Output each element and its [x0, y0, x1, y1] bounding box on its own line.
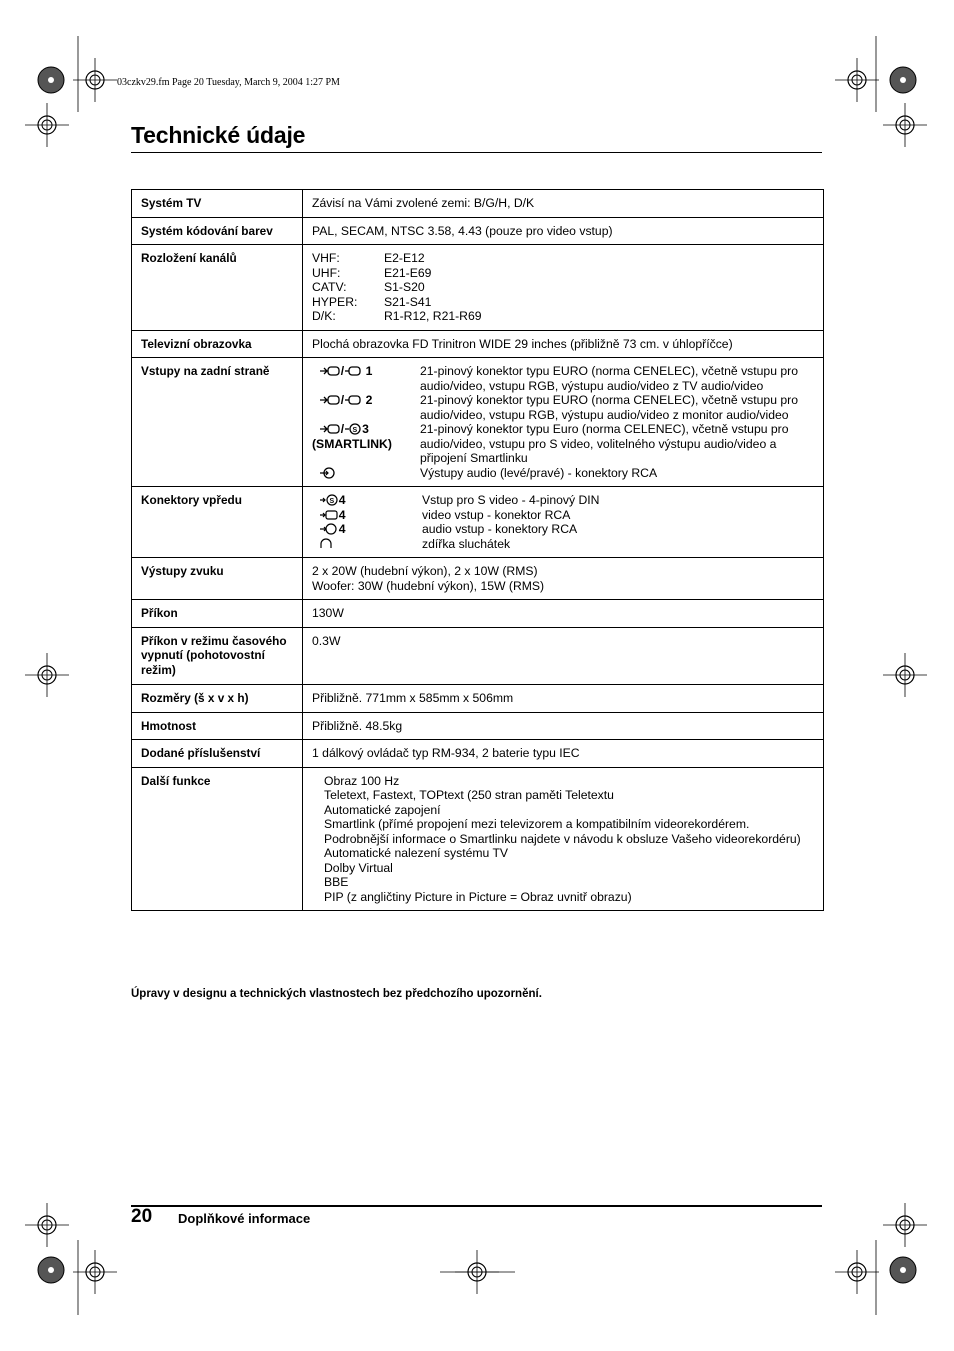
row-label: Vstupy na zadní straně	[132, 358, 303, 487]
svg-text:S: S	[329, 498, 334, 505]
table-row	[132, 330, 824, 358]
row-value: Závisí na Vámi zvolené zemi: B/G/H, D/K	[303, 190, 824, 218]
table-row	[132, 358, 824, 487]
row-value: 1 dálkový ovládač typ RM-934, 2 baterie typu IEC	[303, 740, 824, 768]
connector-number: 4	[338, 507, 346, 522]
svideo-in-icon	[312, 493, 422, 508]
table-row	[132, 712, 824, 740]
value-line: 2 x 20W (hudební výkon), 2 x 10W (RMS)	[312, 564, 538, 578]
connector-desc: 21-pinový konektor typu EURO (norma CENELEC), včetně vstupu pro audio/video, vstupu RGB, výstupu audio/video z monitor audio/video	[420, 393, 798, 422]
band-name: CATV:	[312, 280, 347, 294]
band-range: R1-R12, R21-R69	[384, 309, 482, 323]
row-value: Plochá obrazovka FD Trinitron WIDE 29 inches (přibližně 73 cm. v úhlopříčce)	[303, 330, 824, 358]
table-row	[132, 627, 824, 685]
row-label: Televizní obrazovka	[132, 330, 303, 358]
table-row	[132, 740, 824, 768]
row-value: PAL, SECAM, NTSC 3.58, 4.43 (pouze pro video vstup)	[303, 217, 824, 245]
connector-number: 4	[338, 522, 346, 536]
page-number: 20	[131, 1206, 153, 1227]
connector-number: 3	[362, 422, 369, 436]
connector-desc: 21-pinový konektor typu EURO (norma CENELEC), včetně vstupu pro audio/video, vstupu RGB, výstupu audio/video z TV audio/video	[420, 364, 798, 393]
footer-rule	[131, 1205, 822, 1207]
table-row	[132, 190, 824, 218]
row-label: Rozměry (š x v x h)	[132, 685, 303, 713]
band-range: S1-S20	[384, 280, 425, 294]
value-line: Woofer: 30W (hudební výkon), 15W (RMS)	[312, 578, 545, 593]
list-item: Automatické zapojení	[324, 802, 441, 817]
list-item: BBE	[324, 875, 349, 889]
title-rule	[131, 152, 822, 153]
connector-number: 1	[365, 364, 373, 378]
table-row	[132, 487, 824, 558]
row-label: Rozložení kanálů	[132, 245, 303, 331]
audio-in-icon	[312, 522, 422, 537]
connector-number: 4	[338, 493, 346, 507]
svg-text:S: S	[352, 427, 358, 434]
connector-desc: Výstupy audio (levé/pravé) - konektory RCA	[420, 465, 658, 480]
connector-desc: audio vstup - konektory RCA	[422, 522, 578, 536]
row-value: Přibližně. 771mm x 585mm x 506mm	[303, 685, 824, 713]
connector-desc: Vstup pro S video - 4-pinový DIN	[422, 493, 600, 507]
features-list	[312, 774, 814, 905]
row-value	[303, 558, 824, 600]
row-label: Výstupy zvuku	[132, 558, 303, 600]
file-header-meta: 03czkv29.fm Page 20 Tuesday, March 9, 2004 1:27 PM	[117, 77, 340, 88]
scart-connector-icon: / 1	[312, 364, 420, 393]
band-range: S21-S41	[384, 294, 432, 309]
row-value	[303, 245, 824, 331]
row-label: Příkon v režimu časového vypnutí (pohotovostní režim)	[132, 627, 303, 685]
row-value	[303, 767, 824, 911]
band-range: E21-E69	[384, 265, 432, 280]
table-row	[132, 245, 824, 331]
connector-desc: video vstup - konektor RCA	[422, 507, 571, 522]
list-item: PIP (z angličtiny Picture in Picture = Obraz uvnitř obrazu)	[324, 889, 632, 904]
scart-connector-icon: / 2	[312, 393, 420, 422]
page-title: Technické údaje	[131, 122, 306, 148]
table-row	[132, 767, 824, 911]
band-name: HYPER:	[312, 294, 358, 309]
row-label: Další funkce	[132, 767, 303, 911]
band-name: VHF:	[312, 251, 340, 265]
row-label: Dodané příslušenství	[132, 740, 303, 768]
connector-number: 2	[365, 393, 373, 407]
band-name: D/K:	[312, 309, 336, 323]
band-range: E2-E12	[384, 251, 425, 265]
row-value: Přibližně. 48.5kg	[303, 712, 824, 740]
row-label: Konektory vpředu	[132, 487, 303, 558]
table-row	[132, 217, 824, 245]
row-label: Příkon	[132, 600, 303, 628]
list-item: Automatické nalezení systému TV	[324, 846, 509, 860]
row-value	[303, 358, 824, 487]
table-row	[132, 600, 824, 628]
row-label: Hmotnost	[132, 712, 303, 740]
audio-out-icon	[312, 466, 420, 481]
headphones-icon	[312, 537, 422, 552]
list-item: Obraz 100 Hz	[324, 773, 400, 788]
row-label: Systém kódování barev	[132, 217, 303, 245]
scart-svideo-connector-icon: / S 3 (SMARTLINK)	[312, 422, 392, 451]
row-value: 0.3W	[303, 627, 824, 685]
list-item: Podrobnější informace o Smartlinku najdete v návodu k obsluze Vašeho videorekordéru)	[324, 831, 801, 846]
spec-table	[131, 189, 824, 911]
connector-desc: zdířka sluchátek	[422, 536, 511, 551]
table-row	[132, 685, 824, 713]
row-value: 130W	[303, 600, 824, 628]
section-name: Doplňkové informace	[178, 1211, 311, 1226]
video-in-icon	[312, 508, 422, 523]
list-item: Teletext, Fastext, TOPtext (250 stran paměti Teletextu	[324, 788, 614, 802]
list-item: Dolby Virtual	[324, 860, 393, 875]
connector-extra: (SMARTLINK)	[312, 436, 392, 451]
row-label: Systém TV	[132, 190, 303, 218]
table-row	[132, 558, 824, 600]
connector-desc: 21-pinový konektor typu Euro (norma CELENEC), včetně vstupu pro audio/video, vstupu pro S video, volitelného výstupu audio/video a připojení Smartlinku	[420, 422, 789, 465]
row-value	[303, 487, 824, 558]
band-name: UHF:	[312, 265, 341, 280]
list-item: Smartlink (přímé propojení mezi televizorem a kompatibilním videorekordérem.	[324, 817, 750, 831]
footnote: Úpravy v designu a technických vlastnostech bez předchozího upozornění.	[131, 988, 542, 1000]
